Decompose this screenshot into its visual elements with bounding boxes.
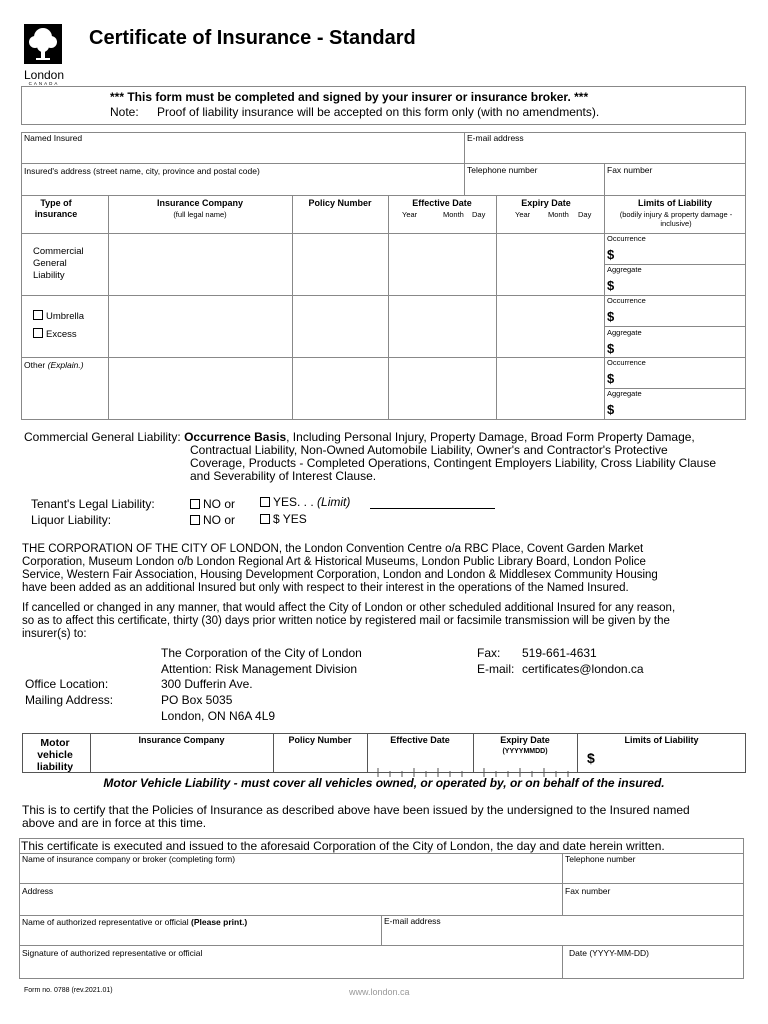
email-label: E-mail: (477, 662, 515, 676)
cancel-line2: so as to affect this certificate, thirty (30) days prior written notice by registered mail or facsimile transmission will be given by the (22, 615, 670, 627)
page-title: Certificate of Insurance - Standard (89, 27, 416, 49)
umbrella-occurrence-label: Occurrence (607, 296, 646, 305)
cgl-clause-label: Commercial General Liability: (24, 430, 181, 444)
insured-info-table (21, 132, 746, 196)
col-expiry: Expiry Date (521, 198, 571, 208)
effective-year: Year (402, 210, 418, 219)
expiry-year: Year (515, 210, 531, 219)
col-type: Type of insurance (34, 198, 78, 219)
office-label: Office Location: (25, 677, 109, 691)
notice-line: *** This form must be completed and signed by your insurer or insurance broker. *** (110, 90, 589, 104)
tree-icon (22, 24, 66, 64)
insured-address-field[interactable]: Insured's address (street name, city, province and postal code) (24, 166, 260, 176)
col-limits: Limits of Liability (637, 198, 712, 208)
corporation-line4: have been added as an additional Insured but only with respect to their interest in the operations of the Named Insured. (22, 582, 629, 594)
broker-fax-field[interactable]: Fax number (565, 886, 611, 896)
telephone-field[interactable]: Telephone number (467, 165, 538, 175)
col-company-sub: (full legal name) (173, 210, 227, 219)
expiry-month: Month (548, 210, 569, 219)
broker-address-field[interactable]: Address (22, 886, 54, 896)
broker-name-field[interactable]: Name of insurance company or broker (completing form) (22, 854, 236, 864)
representative-email-field[interactable]: E-mail address (384, 916, 441, 926)
motor-label: Motor vehicle liability (36, 737, 74, 773)
tenant-no-label: NO or (203, 497, 236, 511)
cgl-clause-line3: Coverage, Products - Completed Operations, Contingent Employers Liability, Cross Liability Clause (190, 456, 717, 470)
tenant-limit-line[interactable] (370, 508, 495, 509)
fax-value: 519-661-4631 (522, 646, 597, 660)
tenant-limit-label: (Limit) (317, 495, 351, 509)
motor-col-effective: Effective Date (390, 735, 450, 745)
umbrella-option[interactable] (33, 310, 84, 323)
contact-org: The Corporation of the City of London (161, 646, 362, 660)
tenant-yes-label: YES. . . (273, 495, 314, 509)
liquor-yes-label: $ YES (273, 512, 307, 526)
office-value: 300 Dufferin Ave. (161, 677, 253, 691)
form-number: Form no. 0788 (rev.2021.01) (24, 987, 113, 994)
liquor-no-option[interactable] (190, 514, 235, 527)
cgl-clause-bold: Occurrence Basis (184, 430, 287, 444)
motor-col-policy: Policy Number (288, 735, 352, 745)
tenant-no-checkbox[interactable] (190, 499, 200, 509)
tenant-no-option[interactable] (190, 498, 235, 511)
note-label: Note: (110, 105, 139, 119)
row-other-label (24, 360, 84, 370)
certify-line1: This is to certify that the Policies of Insurance as described above have been issued by the undersigned to the Insured named (22, 803, 690, 817)
fax-field[interactable]: Fax number (607, 165, 653, 175)
city-logo (22, 24, 66, 86)
liquor-label: Liquor Liability: (31, 513, 112, 527)
website[interactable]: www.london.ca (349, 987, 410, 997)
motor-expiry-date-ticks[interactable] (478, 764, 576, 773)
motor-col-expiry: Expiry Date (500, 735, 550, 745)
col-company: Insurance Company (156, 198, 244, 208)
tenant-label: Tenant's Legal Liability: (31, 497, 155, 511)
excess-option[interactable] (33, 328, 77, 341)
note-text: Proof of liability insurance will be accepted on this form only (with no amendments). (157, 105, 600, 119)
logo-subtext: CANADA (28, 81, 60, 86)
motor-effective-date-ticks[interactable] (372, 764, 470, 773)
cancel-line1: If cancelled or changed in any manner, that would affect the City of London or other scheduled additional Insured for any reason, (22, 602, 676, 614)
motor-expiry-sub: (YYYYMMDD) (502, 748, 548, 755)
named-insured-field[interactable]: Named Insured (24, 133, 83, 143)
motor-col-limits: Limits of Liability (624, 735, 699, 745)
cancel-line3: insurer(s) to: (22, 628, 87, 640)
signature-field[interactable]: Signature of authorized representative or official (22, 948, 203, 958)
rep-name-label: Name of authorized representative or official (22, 917, 189, 927)
liquor-no-checkbox[interactable] (190, 515, 200, 525)
col-limits-sub: (bodily injury & property damage - inclusive) (619, 210, 733, 228)
mailing-label: Mailing Address: (25, 693, 114, 707)
cgl-clause-rest: , Including Personal Injury, Property Damage, Broad Form Property Damage, (286, 430, 695, 444)
corporation-line2: Corporation, Museum London o/b London Regional Art & Historical Museums, London Public Library Board, London Police (22, 556, 646, 568)
cgl-clause-line2: Contractual Liability, Non-Owned Automobile Liability, Owner's and Contractor's Protective (190, 443, 668, 457)
cgl-aggregate-label: Aggregate (607, 265, 642, 274)
signature-header: This certificate is executed and issued to the aforesaid Corporation of the City of London, the day and date herein written. (21, 839, 665, 853)
motor-col-company: Insurance Company (138, 735, 225, 745)
umbrella-checkbox[interactable] (33, 310, 43, 320)
mailing-value: PO Box 5035 (161, 693, 233, 707)
logo-text: London (23, 68, 65, 82)
motor-limits-currency[interactable]: $ (587, 750, 595, 766)
umbrella-aggregate-currency[interactable]: $ (607, 341, 615, 356)
certify-line2: above and are in force at this time. (22, 816, 207, 830)
excess-label: Excess (46, 329, 77, 340)
effective-day: Day (472, 210, 486, 219)
col-policy: Policy Number (308, 198, 372, 208)
other-explain: (Explain.) (47, 360, 84, 370)
excess-checkbox[interactable] (33, 328, 43, 338)
representative-name-field[interactable] (22, 917, 247, 927)
corporation-line1: THE CORPORATION OF THE CITY OF LONDON, the London Convention Centre o/a RBC Place, Covent Garden Market (22, 543, 644, 555)
cgl-occurrence-currency[interactable]: $ (607, 247, 615, 262)
contact-attention: Attention: Risk Management Division (161, 662, 358, 676)
tenant-yes-option[interactable] (260, 496, 350, 509)
cgl-aggregate-currency[interactable]: $ (607, 278, 615, 293)
other-aggregate-label: Aggregate (607, 389, 642, 398)
umbrella-aggregate-label: Aggregate (607, 328, 642, 337)
row-cgl-label: Commercial General Liability (33, 246, 84, 281)
coverage-table (21, 195, 746, 420)
broker-telephone-field[interactable]: Telephone number (565, 854, 636, 864)
email-value[interactable]: certificates@london.ca (522, 662, 644, 676)
contact-city: London, ON N6A 4L9 (161, 709, 276, 723)
liquor-yes-option[interactable] (260, 513, 307, 526)
expiry-day: Day (578, 210, 592, 219)
fax-label: Fax: (477, 646, 501, 660)
rep-name-bold: (Please print.) (191, 917, 248, 927)
corporation-line3: Service, Western Fair Association, Housing Development Corporation, London and London & Middlesex Community Housing (22, 569, 658, 581)
other-occurrence-label: Occurrence (607, 358, 646, 367)
col-effective: Effective Date (412, 198, 472, 208)
cgl-clause-line4: and Severability of Interest Clause. (190, 469, 377, 483)
liquor-yes-checkbox[interactable] (260, 514, 270, 524)
other-aggregate-currency[interactable]: $ (607, 402, 615, 417)
cgl-occurrence-label: Occurrence (607, 234, 646, 243)
other-label: Other (24, 360, 46, 370)
email-field[interactable]: E-mail address (467, 133, 524, 143)
motor-note: Motor Vehicle Liability - must cover all vehicles owned, or operated by, or on behalf of the insured. (103, 776, 665, 790)
effective-month: Month (443, 210, 464, 219)
umbrella-label: Umbrella (46, 311, 85, 322)
tenant-yes-checkbox[interactable] (260, 497, 270, 507)
umbrella-occurrence-currency[interactable]: $ (607, 309, 615, 324)
liquor-no-label: NO or (203, 513, 236, 527)
other-occurrence-currency[interactable]: $ (607, 371, 615, 386)
date-field[interactable]: Date (YYYY-MM-DD) (569, 948, 649, 958)
